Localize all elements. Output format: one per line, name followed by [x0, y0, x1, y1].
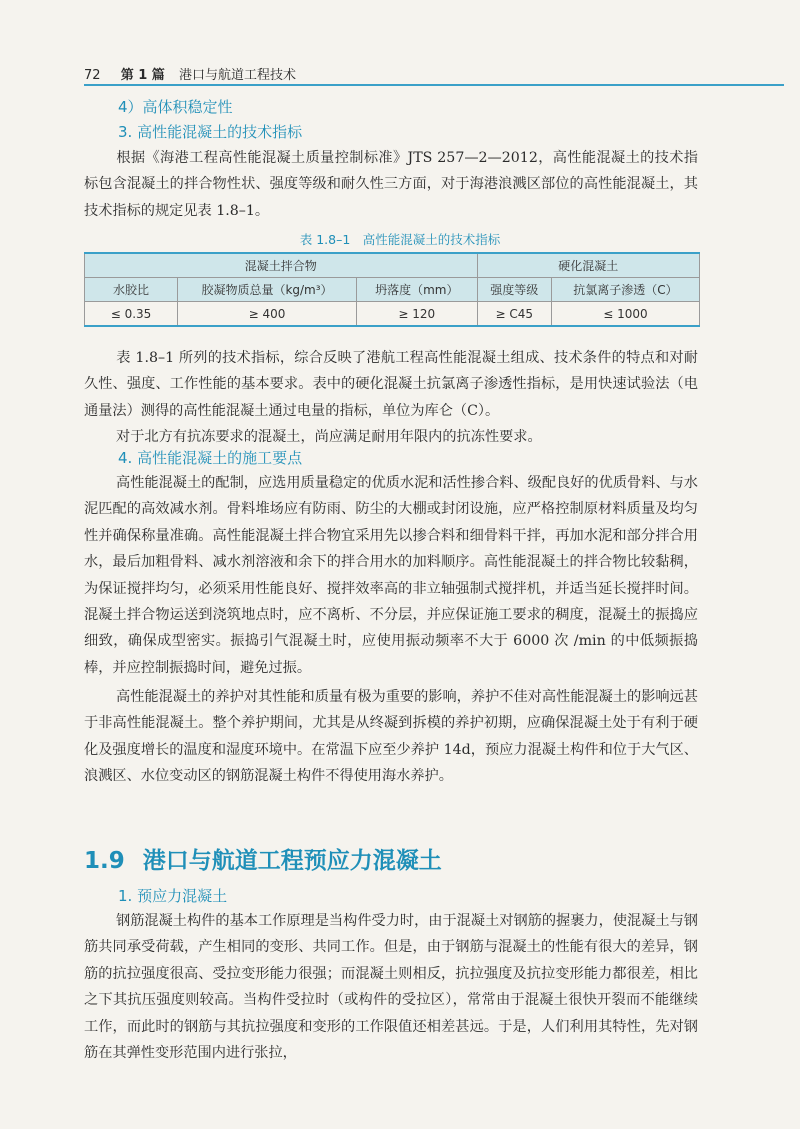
running-header [84, 64, 296, 83]
table-cell: ≤ 0.35 [85, 302, 178, 327]
table-caption: 表 1.8–1 高性能混凝土的技术指标 [299, 232, 501, 247]
col-header: 坍落度（mm） [357, 278, 478, 302]
heading-construction-points: 4. 高性能混凝土的施工要点 [118, 449, 303, 467]
table-cell: ≥ 120 [357, 302, 478, 327]
indicator-table [84, 252, 700, 327]
table-cell: ≥ 400 [178, 302, 357, 327]
table-cell: ≥ C45 [477, 302, 551, 327]
table-cell: ≤ 1000 [551, 302, 699, 327]
section-title [84, 842, 442, 875]
heading-technical-indicators: 3. 高性能混凝土的技术指标 [118, 123, 303, 141]
paragraph-prestressed: 钢筋混凝土构件的基本工作原理是当构件受力时，由于混凝土对钢筋的握裹力，使混凝土与钢筋共同承受荷载，产生相同的变形、共同工作。但是，由于钢筋与混凝土的性能有很大的差异，钢筋的抗拉强度很高、受拉变形能力很强；而混凝土则相反，抗拉强度及抗拉变形能力都很差，相比之下其抗压强度则较高。当构件受拉时（或构件的受拉区），常常由于混凝土很快开裂而不能继续工作，而此时的钢筋与其抗拉强度和变形的工作限值还相差甚远。于是，人们利用其特性，先对钢筋在其弹性变形范围内进行张拉， [84, 913, 698, 1062]
part-label: 第 1 篇 [120, 68, 165, 83]
table-row [85, 302, 700, 327]
section-number: 1.9 [84, 848, 125, 874]
paragraph-frost: 对于北方有抗冻要求的混凝土，尚应满足耐用年限内的抗冻性要求。 [116, 429, 542, 445]
heading-volume-stability: 4）高体积稳定性 [118, 98, 233, 116]
paragraph-indicators: 表 1.8–1 所列的技术指标，综合反映了港航工程高性能混凝土组成、技术条件的特点和对耐久性、强度、工作性能的基本要求。表中的硬化混凝土抗氯离子渗透性指标，是用快速试验法（电通量法）测得的高性能混凝土通过电量的指标，单位为库仑（C）。 [84, 350, 698, 419]
group-header-mix: 混凝土拌合物 [85, 253, 478, 278]
part-title: 港口与航道工程技术 [178, 68, 296, 83]
col-header: 抗氯离子渗透（C） [551, 278, 699, 302]
heading-prestressed: 1. 预应力混凝土 [118, 887, 228, 905]
paragraph-standard: 根据《海港工程高性能混凝土质量控制标准》JTS 257—2—2012，高性能混凝土的技术指标包含混凝土的拌合物性状、强度等级和耐久性三方面，对于海港浪溅区部位的高性能混凝土，其技术指标的规定见表 1.8–1。 [84, 150, 698, 219]
page-number: 72 [84, 68, 101, 83]
group-header-hardened: 硬化混凝土 [477, 253, 699, 278]
section-heading: 港口与航道工程预应力混凝土 [142, 848, 442, 874]
paragraph-construction: 高性能混凝土的配制，应选用质量稳定的优质水泥和活性掺合料、级配良好的优质骨料、与水泥匹配的高效减水剂。骨料堆场应有防雨、防尘的大棚或封闭设施，应严格控制原材料质量及均匀性并确保称量准确。高性能混凝土拌合物宜采用先以掺合料和细骨料干拌，再加水泥和部分拌合用水，最后加粗骨料、减水剂溶液和余下的拌合用水的加料顺序。高性能混凝土的拌合物比较黏稠，为保证搅拌均匀，必须采用性能良好、搅拌效率高的非立轴强制式搅拌机，并适当延长搅拌时间。混凝土拌合物运送到浇筑地点时，应不离析、不分层，并应保证施工要求的稠度，混凝土的振捣应细致，确保成型密实。振捣引气混凝土时，应使用振动频率不大于 6000 次 /min 的中低频振捣棒，并应控制振捣时间，避免过振。 [84, 475, 698, 676]
col-header: 水胶比 [85, 278, 178, 302]
col-header: 胶凝物质总量（kg/m³） [178, 278, 357, 302]
header-rule [84, 84, 784, 86]
paragraph-curing: 高性能混凝土的养护对其性能和质量有极为重要的影响，养护不佳对高性能混凝土的影响远甚于非高性能混凝土。整个养护期间，尤其是从终凝到拆模的养护初期，应确保混凝土处于有利于硬化及强度增长的温度和湿度环境中。在常温下应至少养护 14d，预应力混凝土构件和位于大气区、浪溅区、水位变动区的钢筋混凝土构件不得使用海水养护。 [84, 689, 698, 785]
col-header: 强度等级 [477, 278, 551, 302]
